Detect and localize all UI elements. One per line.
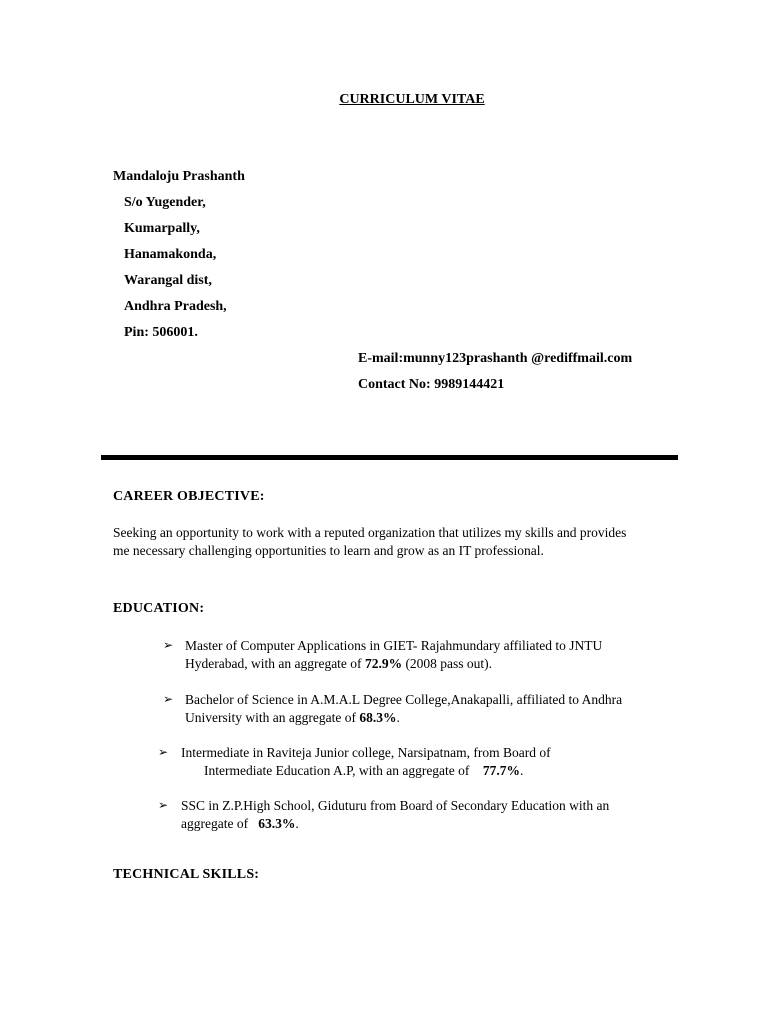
address-line: Hanamakonda,	[124, 247, 217, 262]
career-objective-text: me necessary challenging opportunities to learn and grow as an IT professional.	[113, 543, 544, 558]
education-item-text: Bachelor of Science in A.M.A.L Degree College,Anakapalli, affiliated to Andhra	[185, 692, 623, 707]
education-item-text: Intermediate Education A.P, with an aggregate of 77.7%.	[204, 763, 524, 778]
aggregate-value: 68.3%	[359, 710, 397, 725]
arrow-bullet-icon: ➢	[158, 745, 169, 759]
aggregate-value: 72.9%	[364, 656, 403, 671]
candidate-name: Mandaloju Prashanth	[113, 169, 245, 184]
address-pin: Pin: 506001.	[124, 325, 198, 340]
education-item-text: Intermediate in Raviteja Junior college, Narsipatnam, from Board of	[181, 745, 551, 760]
section-divider	[101, 455, 678, 460]
page-title: CURRICULUM VITAE	[339, 92, 485, 107]
address-line: Andhra Pradesh,	[124, 299, 227, 314]
arrow-bullet-icon: ➢	[163, 638, 174, 652]
email-text: E-mail:munny123prashanth @rediffmail.com	[358, 351, 633, 366]
education-heading: EDUCATION:	[113, 601, 205, 616]
contact-number: Contact No: 9989144421	[358, 377, 505, 392]
career-objective-heading: CAREER OBJECTIVE:	[113, 489, 265, 504]
career-objective-text: Seeking an opportunity to work with a reputed organization that utilizes my skills and provides	[113, 525, 627, 540]
address-line: Warangal dist,	[124, 273, 212, 288]
arrow-bullet-icon: ➢	[163, 692, 174, 706]
education-item-text: aggregate of 63.3%.	[181, 816, 299, 831]
education-item-text: University with an aggregate of 68.3%.	[185, 710, 400, 725]
education-item-text: Hyderabad, with an aggregate of 72.9% (2008 pass out).	[185, 656, 493, 671]
address-line: Kumarpally,	[124, 221, 200, 236]
arrow-bullet-icon: ➢	[158, 798, 169, 812]
address-line: S/o Yugender,	[124, 195, 206, 210]
aggregate-value: 77.7%	[482, 763, 521, 778]
technical-skills-heading: TECHNICAL SKILLS:	[113, 867, 260, 882]
education-item-text: Master of Computer Applications in GIET- Rajahmundary affiliated to JNTU	[185, 638, 603, 653]
education-item-text: SSC in Z.P.High School, Giduturu from Board of Secondary Education with an	[181, 798, 610, 813]
aggregate-value: 63.3%	[258, 816, 296, 831]
